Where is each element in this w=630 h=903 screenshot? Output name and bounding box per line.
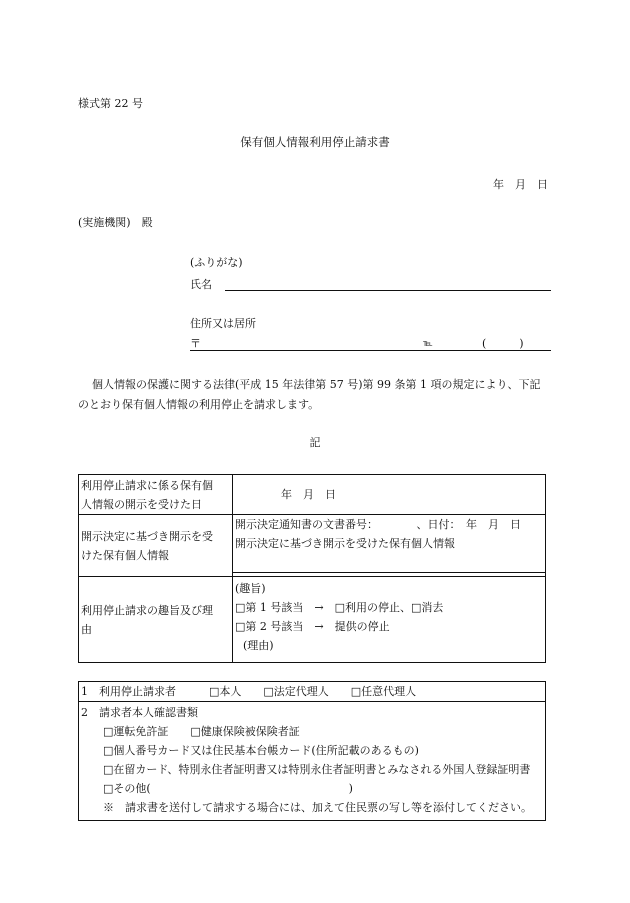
body-line-1: 個人情報の保護に関する法律(平成 15 年法律第 57 号)第 99 条第 1 項の規定により、下記 bbox=[92, 378, 541, 391]
form-number: 様式第 22 号 bbox=[78, 97, 143, 110]
notice-number-line: 開示決定通知書の文書番号： 、日付： 年 月 日 bbox=[235, 518, 521, 531]
identity-docs-cell bbox=[79, 702, 546, 821]
request-details-table bbox=[78, 474, 546, 663]
my-number-card-checkbox[interactable]: □個人番号カード又は住民基本台帳カード(住所記載のあるもの) bbox=[103, 744, 419, 757]
disclosed-info-line: 開示決定に基づき開示を受けた保有個人情報 bbox=[233, 534, 545, 573]
tel-area-code: ( ) bbox=[482, 337, 524, 350]
residence-card-checkbox[interactable]: □在留カード、特別永住者証明書又は特別永住者証明書とみなされる外国人登録証明書 bbox=[103, 763, 531, 776]
clause-1-checkbox[interactable]: □第 1 号該当 → □利用の停止、□消去 bbox=[235, 601, 444, 614]
purpose-reason-value[interactable]: (趣旨) □第 1 号該当 → □利用の停止、□消去 □第 2 号該当 → 提供の停止 (理由) bbox=[233, 577, 546, 663]
disclosure-date-label: 利用停止請求に係る保有個 人情報の開示を受けた日 bbox=[79, 475, 233, 515]
name-field-underline[interactable] bbox=[225, 290, 551, 291]
other-doc-checkbox[interactable]: □その他( ) bbox=[103, 782, 353, 795]
clause-2-checkbox[interactable]: □第 2 号該当 → 提供の停止 bbox=[235, 620, 390, 633]
date-line: 年 月 日 bbox=[493, 178, 548, 191]
disclosed-info-value[interactable] bbox=[233, 515, 546, 577]
license-insurance-checkbox[interactable]: □運転免許証 □健康保険被保険者証 bbox=[103, 725, 300, 738]
body-line-2: のとおり保有個人情報の利用停止を請求します。 bbox=[78, 398, 320, 411]
name-label: 氏名 bbox=[190, 278, 212, 291]
disclosed-info-label: 開示決定に基づき開示を受 けた保有個人情報 bbox=[79, 515, 233, 577]
postal-mark: 〒 bbox=[190, 337, 201, 350]
furigana-label: (ふりがな) bbox=[190, 256, 243, 269]
ki-heading: 記 bbox=[309, 436, 321, 449]
note-text: ※ 請求書を送付して請求する場合には、加えて住民票の写し等を添付してください。 bbox=[103, 801, 532, 814]
tel-icon: ℡ bbox=[423, 339, 433, 349]
address-field-underline[interactable] bbox=[190, 350, 551, 351]
disclosure-date-value[interactable]: 年 月 日 bbox=[233, 475, 546, 515]
requester-info-table bbox=[78, 681, 546, 821]
purpose-reason-label: 利用停止請求の趣旨及び理 由 bbox=[79, 577, 233, 663]
address-label: 住所又は居所 bbox=[190, 317, 256, 330]
addressee: (実施機関) 殿 bbox=[78, 216, 153, 229]
page-title: 保有個人情報利用停止請求書 bbox=[240, 135, 390, 149]
identity-docs-heading: 2 請求者本人確認書類 bbox=[81, 706, 198, 719]
requester-type-row[interactable]: 1 利用停止請求者 □本人 □法定代理人 □任意代理人 bbox=[79, 682, 546, 702]
